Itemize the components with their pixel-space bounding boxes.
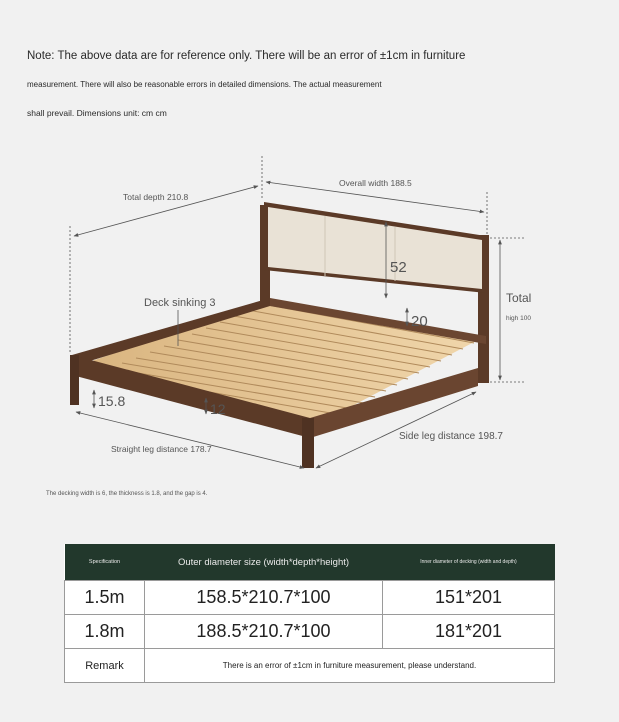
row-outer-size: 158.5*210.7*100 bbox=[145, 581, 383, 615]
straight-leg-distance-label: Straight leg distance 178.7 bbox=[111, 444, 212, 454]
bed-dimension-diagram bbox=[0, 150, 619, 480]
table-row bbox=[65, 581, 555, 615]
table-header-row bbox=[65, 544, 555, 581]
row-spec: 1.8m bbox=[65, 615, 145, 649]
total-height-label: Total bbox=[506, 291, 532, 305]
specification-table bbox=[64, 544, 555, 683]
remark-label: Remark bbox=[65, 649, 145, 683]
deck-sinking-label: Deck sinking 3 bbox=[144, 297, 216, 309]
bed-illustration bbox=[70, 202, 489, 468]
table-row bbox=[65, 615, 555, 649]
rail-height-label: 12 bbox=[210, 401, 226, 417]
slat-gap-label: 20 bbox=[411, 313, 428, 330]
row-spec: 1.5m bbox=[65, 581, 145, 615]
leg-height-label: 15.8 bbox=[98, 393, 126, 409]
headboard-height-label: 52 bbox=[390, 259, 407, 276]
row-outer-size: 188.5*210.7*100 bbox=[145, 615, 383, 649]
remark-row bbox=[65, 649, 555, 683]
side-leg-distance-label: Side leg distance 198.7 bbox=[399, 431, 503, 442]
total-height-value: high 100 bbox=[506, 315, 531, 322]
row-inner-size: 181*201 bbox=[383, 615, 555, 649]
decking-note: The decking width is 6, the thickness is 1.8, and the gap is 4. bbox=[46, 491, 208, 497]
note-line-1: Note: The above data are for reference only. There will be an error of ±1cm in furniture bbox=[27, 50, 466, 62]
note-line-3: shall prevail. Dimensions unit: cm cm bbox=[27, 108, 167, 118]
header-outer-size: Outer diameter size (width*depth*height) bbox=[145, 544, 383, 581]
total-depth-label: Total depth 210.8 bbox=[123, 192, 189, 202]
note-line-2: measurement. There will also be reasonable errors in detailed dimensions. The actual measurement bbox=[27, 80, 382, 89]
remark-text: There is an error of ±1cm in furniture measurement, please understand. bbox=[145, 649, 555, 683]
row-inner-size: 151*201 bbox=[383, 581, 555, 615]
header-specification: Specification bbox=[65, 544, 145, 581]
header-inner-size: Inner diameter of decking (width and depth) bbox=[383, 544, 555, 581]
overall-width-label: Overall width 188.5 bbox=[339, 178, 412, 188]
